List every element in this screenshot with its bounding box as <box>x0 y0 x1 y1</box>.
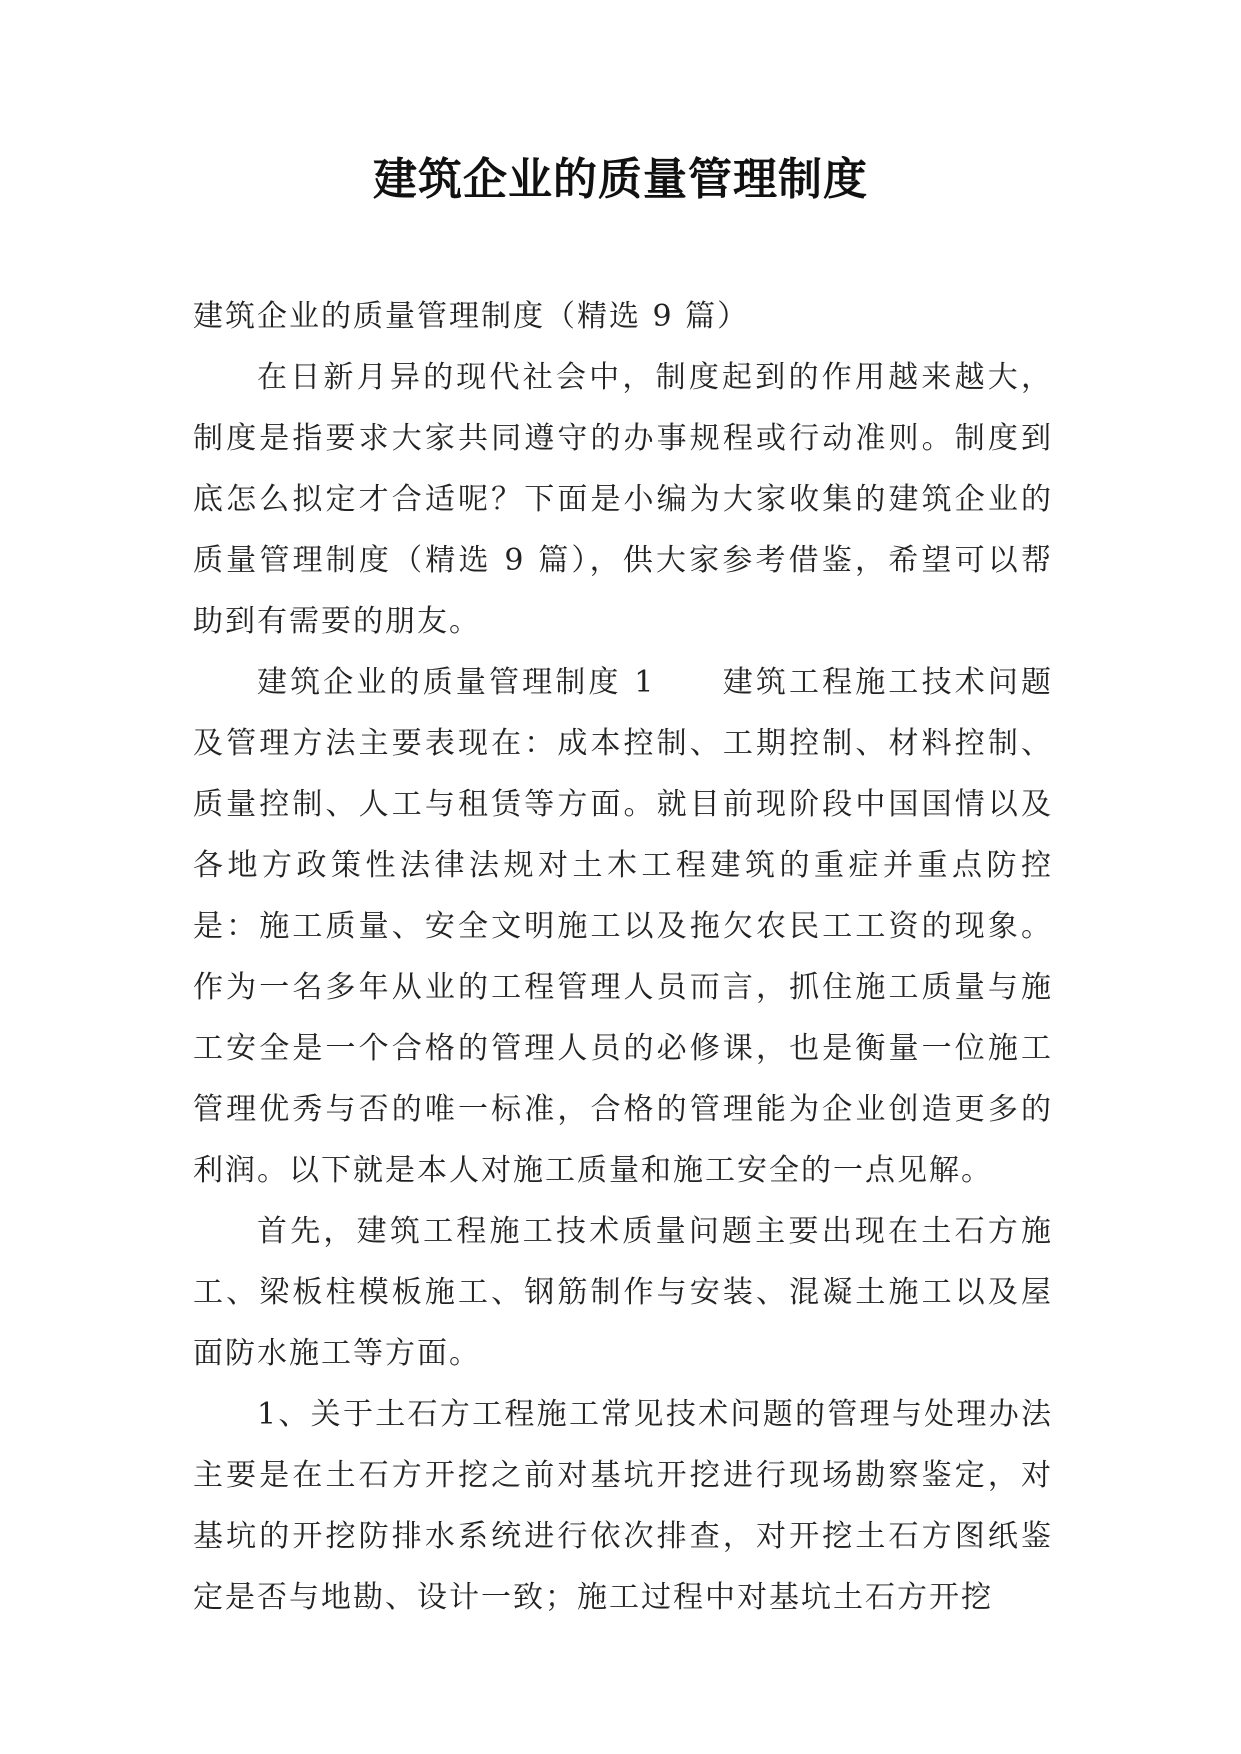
earthwork-paragraph: 1、关于土石方工程施工常见技术问题的管理与处理办法主要是在土石方开挖之前对基坑开挖进行现场勘察鉴定，对基坑的开挖防排水系统进行依次排查，对开挖土石方图纸鉴定是否与地勘、设计一致；施工过程中对基坑土石方开挖 <box>193 1397 1053 1615</box>
subtitle-paragraph: 建筑企业的质量管理制度（精选 9 篇） <box>193 299 750 334</box>
intro-paragraph: 在日新月异的现代社会中，制度起到的作用越来越大，制度是指要求大家共同遵守的办事规程或行动准则。制度到底怎么拟定才合适呢？下面是小编为大家收集的建筑企业的质量管理制度（精选 9 篇），供大家参考借鉴，希望可以帮助到有需要的朋友。 <box>193 360 1053 639</box>
section-1-paragraph: 建筑企业的质量管理制度 1 建筑工程施工技术问题及管理方法主要表现在：成本控制、工期控制、材料控制、质量控制、人工与租赁等方面。就目前现阶段中国国情以及各地方政策性法律法规对土木工程建筑的重症并重点防控是：施工质量、安全文明施工以及拖欠农民工工资的现象。作为一名多年从业的工程管理人员而言，抓住施工质量与施工安全是一个合格的管理人员的必修课，也是衡量一位施工管理优秀与否的唯一标准，合格的管理能为企业创造更多的利润。以下就是本人对施工质量和施工安全的一点见解。 <box>193 665 1053 1188</box>
document-title: 建筑企业的质量管理制度 <box>373 154 868 205</box>
first-point-paragraph: 首先，建筑工程施工技术质量问题主要出现在土石方施工、梁板柱模板施工、钢筋制作与安装、混凝土施工以及屋面防水施工等方面。 <box>193 1214 1053 1371</box>
document-body <box>193 286 1053 1628</box>
